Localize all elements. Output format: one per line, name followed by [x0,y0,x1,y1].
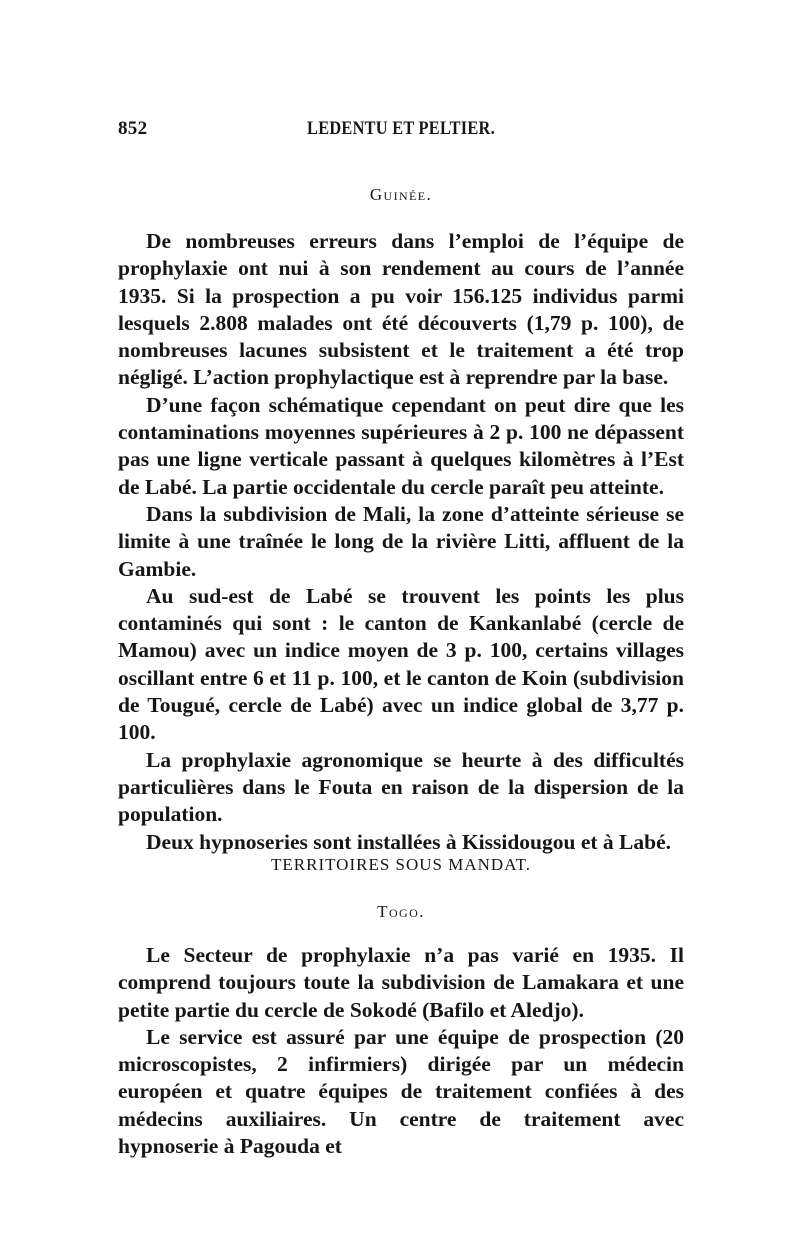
paragraph: Deux hypnoseries sont installées à Kissidougou et à Labé. [146,829,672,854]
paragraph: Le Secteur de prophylaxie n’a pas varié en 1935. Il comprend toujours toute la subdivision de Lamakara et une petite partie du cercle de Sokodé (Bafilo et Aledjo). [118,943,684,1022]
section-body-togo [118,942,684,1160]
section-title-territoires: TERRITOIRES SOUS MANDAT. [271,855,531,874]
paragraph: Au sud-est de Labé se trouvent les points les plus contaminés qui sont : le canton de Kankanlabé (cercle de Mamou) avec un indice moyen de 3 p. 100, certains villages oscillant entre 6 et 11 p. 100, et le canton de Koin (subdivision de Tougué, cercle de Labé) avec un indice global de 3,77 p. 100. [118,583,684,745]
section-heading-territoires [118,855,684,875]
paragraph: De nombreuses erreurs dans l’emploi de l’équipe de prophylaxie ont nui à son rendement au cours de l’année 1935. Si la prospection a pu voir 156.125 individus parmi lesquels 2.808 malades ont été découverts (1,79 p. 100), de nombreuses lacunes subsistent et le traitement a été trop négligé. L’action prophylactique est à reprendre par la base. [118,229,684,390]
section-body-guinee [118,228,684,856]
section-title-guinee: Guinée. [369,185,433,204]
paragraph: Le service est assuré par une équipe de prospection (20 microscopistes, 2 infirmiers) dirigée par un médecin européen et quatre équipes de traitement confiées à des médecins auxiliaires. Un centre de traitement avec hypnoserie à Pagouda et [118,1024,684,1159]
running-title: LEDENTU ET PELTIER. [307,118,495,139]
paragraph: La prophylaxie agronomique se heurte à des difficultés particulières dans le Fouta en raison de la dispersion de la population. [118,747,684,827]
section-title-togo: Togo. [377,902,425,921]
page-number: 852 [118,118,148,139]
running-header [118,118,684,148]
section-heading-togo [118,902,684,922]
paragraph: D’une façon schématique cependant on peut dire que les contaminations moyennes supérieures à 2 p. 100 ne dépassent pas une ligne verticale passant à quelques kilomètres à l’Est de Labé. La partie occidentale du cercle paraît peu atteinte. [118,392,684,499]
section-heading-guinee [118,185,684,205]
paragraph: Dans la subdivision de Mali, la zone d’atteinte sérieuse se limite à une traînée le long de la rivière Litti, affluent de la Gambie. [118,501,684,581]
